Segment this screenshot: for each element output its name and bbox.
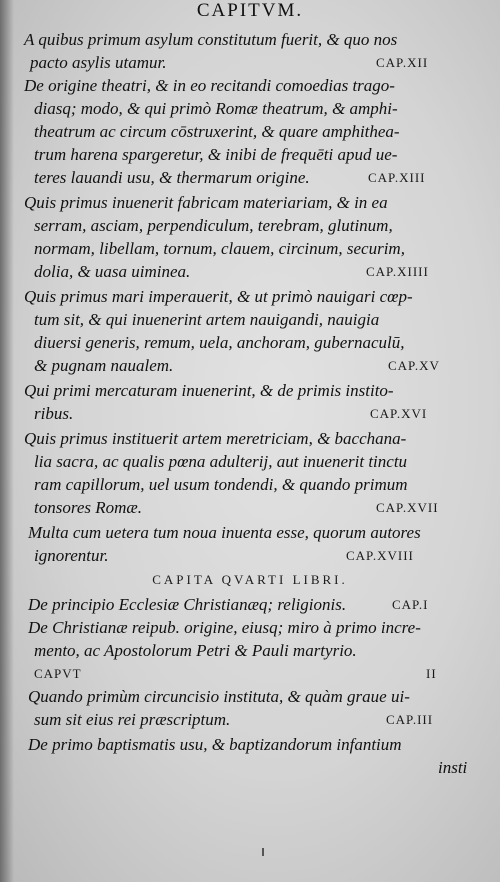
toc-line: De principio Ecclesiæ Christianæq; religionis. <box>28 595 347 614</box>
toc-line: serram, asciam, perpendiculum, terebram, glutinum, <box>34 216 393 235</box>
toc-line: ignorentur. <box>34 546 109 565</box>
chapter-number: II <box>426 666 437 681</box>
toc-line: ribus. <box>34 404 74 423</box>
toc-line: A quibus primum asylum constitutum fuerit, & quo nos <box>24 30 398 49</box>
toc-line: Quis primus inuenerit fabricam materiariam, & in ea <box>24 193 388 212</box>
page-mark <box>262 848 264 856</box>
toc-line: De origine theatri, & in eo recitandi comoedias trago- <box>24 76 395 95</box>
chapter-number: CAP.XII <box>376 55 429 70</box>
toc-line: De Christianæ reipub. origine, eiusq; miro à primo incre- <box>28 618 421 637</box>
toc-line: Quis primus instituerit artem meretriciam, & bacchana- <box>24 429 407 448</box>
toc-line: mento, ac Apostolorum Petri & Pauli martyrio. <box>34 641 357 660</box>
toc-line: Multa cum uetera tum noua inuenta esse, quorum autores <box>28 523 421 542</box>
toc-line: tum sit, & qui inuenerint artem nauigandi, nauigia <box>34 310 380 329</box>
toc-line: Quando primùm circuncisio instituta, & quàm graue ui- <box>28 687 410 706</box>
toc-line: tonsores Romæ. <box>34 498 142 517</box>
toc-line: lia sacra, ac qualis pœna adulterij, aut inuenerit tinctu <box>34 452 408 471</box>
chapter-number: CAP.XVI <box>370 406 428 421</box>
chapter-number: CAPVT <box>34 666 82 681</box>
toc-line: diasq; modo, & qui primò Romæ theatrum, & amphi- <box>34 99 398 118</box>
toc-line: trum harena spargeretur, & inibi de frequēti apud ue- <box>34 145 398 164</box>
catchword: insti <box>438 758 468 777</box>
toc-line: Qui primi mercaturam inuenerint, & de primis instito- <box>24 381 394 400</box>
toc-line: sum sit eius rei præscriptum. <box>34 710 231 729</box>
book-subheading: CAPITA QVARTI LIBRI. <box>152 572 348 587</box>
toc-line: De primo baptismatis usu, & baptizandorum infantium <box>28 735 402 754</box>
toc-line: & pugnam naualem. <box>34 356 174 375</box>
toc-line: normam, libellam, tornum, clauem, circinum, securim, <box>34 239 405 258</box>
chapter-number: CAP.III <box>386 712 434 727</box>
chapter-number: CAP.XIII <box>368 170 426 185</box>
binding-shadow <box>0 0 14 882</box>
toc-line: dolia, & uasa uiminea. <box>34 262 191 281</box>
chapter-number: CAP.I <box>392 597 429 612</box>
chapter-number: CAP.XVIII <box>346 548 414 563</box>
toc-line: ram capillorum, uel usum tondendi, & quando primum <box>34 475 408 494</box>
toc-line: teres lauandi usu, & thermarum origine. <box>34 168 310 187</box>
toc-line: pacto asylis utamur. <box>30 53 167 72</box>
toc-line: Quis primus mari imperauerit, & ut primò nauigari cœp- <box>24 287 413 306</box>
toc-line: diuersi generis, remum, uela, anchoram, gubernaculū, <box>34 333 405 352</box>
chapter-number: CAP.XVII <box>376 500 439 515</box>
chapter-number: CAP.XV <box>388 358 440 373</box>
page-header: CAPITVM. <box>196 0 304 21</box>
toc-line: theatrum ac circum cōstruxerint, & quare amphithea- <box>34 122 400 141</box>
chapter-number: CAP.XIIII <box>366 264 429 279</box>
